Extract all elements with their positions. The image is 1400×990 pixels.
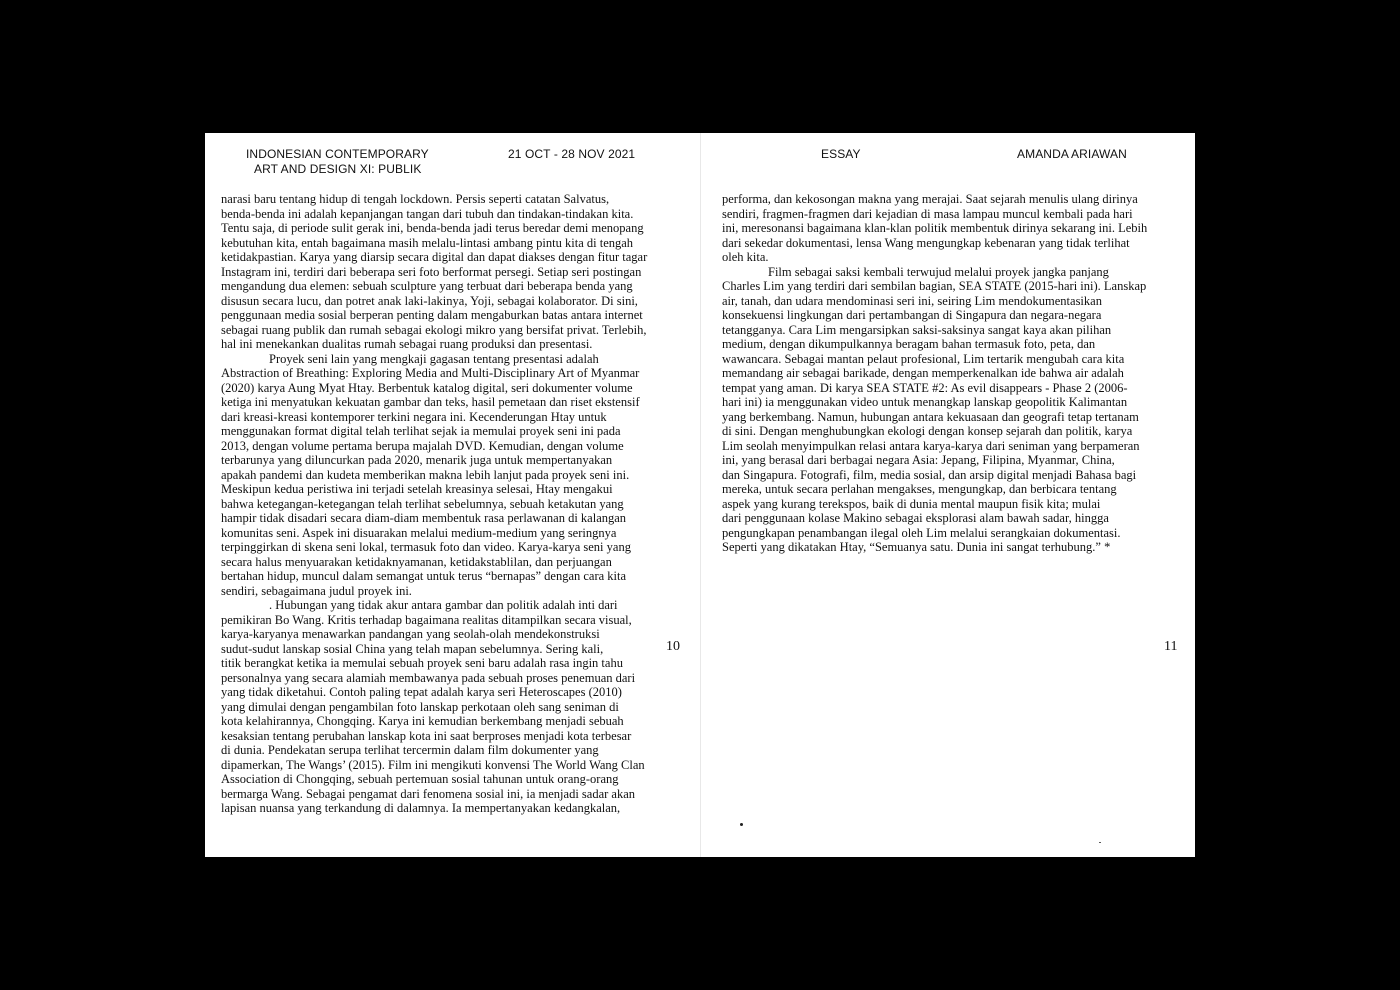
text-line: tempat yang aman. Di karya SEA STATE #2: As evil disappears - Phase 2 (2006- [722, 380, 1128, 395]
text-line: personalnya yang secara alamiah membawanya pada sebuah proses penemuan dari [221, 670, 636, 685]
text-line: Instagram ini, terdiri dari beberapa seri foto berformat persegi. Setiap seri postingan [221, 264, 642, 279]
text-line: oleh kita. [722, 250, 769, 264]
text-line: dari penggunaan kolase Makino sebagai eksplorasi alam bawah sadar, hingga [722, 511, 1109, 525]
text-line: yang dimulai dengan pengambilan foto lanskap perkotaan oleh sang seniman di [221, 699, 619, 714]
text-line: lapisan nuansa yang terkandung di dalamnya. Ia mempertanyakan kedangkalan, [221, 801, 621, 815]
text-line: ini, yang berasal dari berbagai negara Asia: Jepang, Filipina, Myanmar, China, [722, 453, 1115, 467]
text-line: terpinggirkan di skena seni lokal, termasuk foto dan video. Karya-karya seni yang [221, 540, 631, 554]
text-line: kebutuhan kita, entah bagaimana masih melalu-lintasi ambang pintu kita di tengah [221, 235, 634, 250]
text-line: komunitas seni. Aspek ini disuarakan melalui medium-medium yang seringnya [221, 525, 617, 540]
text-line: apakah pandemi dan kudeta memberikan makna lebih lanjut pada proyek seni ini. [221, 467, 630, 482]
text-line: pengungkapan penambangan ilegal oleh Lim melalui serangkaian dokumentasi. [722, 525, 1121, 540]
right-body-text [722, 192, 1172, 555]
text-line: air, tanah, dan udara mendominasi seri ini, seiring Lim mendokumentasikan [722, 293, 1102, 308]
text-line: sendiri, fragmen-fragmen dari kejadian di masa lampau muncul kembali pada hari [722, 206, 1133, 221]
section-label: ESSAY [821, 147, 861, 161]
magazine-spread [205, 133, 1195, 857]
text-line: pemikiran Bo Wang. Kritis terhadap bagaimana realitas ditampilkan secara visual, [221, 612, 632, 627]
text-line: Film sebagai saksi kembali terwujud melalui proyek jangka panjang [768, 264, 1109, 279]
text-line: di sini. Dengan menghubungkan ekologi dengan konsep sejarah dan politik, karya [722, 424, 1133, 438]
text-line: mengandung dua elemen: sebuah sculpture yang terbuat dari beberapa benda yang [221, 279, 633, 293]
text-line: kota kelahirannya, Chongqing. Karya ini kemudian berkembang menjadi sebuah [221, 714, 624, 728]
text-line: kesaksian tentang perubahan lanskap kota ini saat berproses menjadi kota terbesar [221, 728, 632, 743]
text-line: bermarga Wang. Sebagai pengamat dari fenomena sosial ini, ia menjadi sadar akan [221, 786, 636, 801]
text-line: mereka, untuk secara perlahan mengakses, mengungkap, dan berbicara tentang [722, 482, 1117, 496]
author-name: AMANDA ARIAWAN [1017, 147, 1127, 161]
text-line: medium, dengan dikumpulkannya beragam bahan termasuk foto, peta, dan [722, 337, 1096, 351]
text-line: disusun secara lucu, dan potret anak laki-lakinya, Yoji, sebagai kolaborator. Di sini, [221, 293, 638, 308]
page-number-left: 10 [666, 639, 680, 654]
text-line: aspek yang kurang terekspos, baik di dunia mental maupun fisik kita; mulai [722, 496, 1101, 511]
publication-title-line1: INDONESIAN CONTEMPORARY [246, 147, 429, 161]
text-line: wawancara. Sebagai mantan pelaut profesional, Lim tertarik mengubah cara kita [722, 351, 1125, 366]
text-line: Association di Chongqing, sebuah pertemuan sosial tahunan untuk orang-orang [221, 772, 619, 786]
text-line: Seperti yang dikatakan Htay, “Semuanya satu. Dunia ini sangat terhubung.” * [722, 540, 1111, 554]
text-line: narasi baru tentang hidup di tengah lockdown. Persis seperti catatan Salvatus, [221, 192, 610, 206]
text-line: terbarunya yang diluncurkan pada 2020, menarik juga untuk mempertanyakan [221, 453, 613, 467]
text-line: Meskipun kedua peristiwa ini terjadi setelah kreasinya selesai, Htay mengakui [221, 482, 613, 496]
text-line: sendiri, sebagaimana judul proyek ini. [221, 583, 412, 598]
print-speck [1099, 842, 1101, 843]
text-line: Abstraction of Breathing: Exploring Media and Multi-Disciplinary Art of Myanmar [221, 366, 640, 380]
text-line: performa, dan kekosongan makna yang merajai. Saat sejarah menulis ulang dirinya [722, 192, 1138, 206]
text-line: tetangganya. Cara Lim mengarsipkan saksi-saksinya sangat kaya akan pilihan [722, 322, 1112, 337]
text-line: bertahan hidup, muncul dalam semangat untuk terus “bernapas” dengan cara kita [221, 569, 627, 583]
text-line: bahwa ketegangan-ketegangan telah terlihat sebelumnya, sebuah ketakutan yang [221, 496, 624, 511]
text-line: yang tidak diketahui. Contoh paling tepat adalah karya seri Heteroscapes (2010) [221, 685, 622, 699]
text-line: dipamerkan, The Wangs’ (2015). Film ini mengikuti konvensi The World Wang Clan [221, 757, 645, 772]
text-line: titik berangkat ketika ia memulai sebuah proyek seni baru adalah rasa ingin tahu [221, 656, 623, 670]
text-line: konsekuensi lingkungan dari pertambangan di Singapura dan negara-negara [722, 308, 1102, 322]
text-line: sudut-sudut lanskap sosial China yang telah mapan sebelumnya. Sering kali, [221, 641, 604, 656]
text-line: di dunia. Pendekatan serupa terlihat tercermin dalam film dokumenter yang [221, 743, 599, 757]
text-line: dari kreasi-kreasi kontemporer terkini negara ini. Kecenderungan Htay untuk [221, 409, 607, 424]
publication-title-line2: ART AND DESIGN XI: PUBLIK [254, 162, 422, 176]
text-line: penggunaan media sosial berperan penting dalam mengaburkan batas antara internet [221, 308, 643, 322]
text-line: ketidakpastian. Karya yang diarsip secara digital dan dapat diakses dengan fitur tagar [221, 250, 648, 264]
text-line: sebagai ruang publik dan rumah sebagai ekologi mikro yang bersifat privat. Terlebih, [221, 322, 647, 337]
left-body-text [221, 192, 675, 816]
text-line: yang berkembang. Namun, hubungan antara kekuasaan dan geografi tetap tertanam [722, 409, 1139, 424]
exhibition-dates: 21 OCT - 28 NOV 2021 [508, 147, 636, 161]
text-line: dari sekedar dokumentasi, lensa Wang mengungkap kebenaran yang tidak terlihat [722, 235, 1130, 250]
text-line: hal ini menekankan dualitas rumah sebagai ruang produksi dan presentasi. [221, 337, 593, 351]
text-line: Tentu saja, di periode sulit gerak ini, benda-benda jadi terus beredar demi menopang [221, 221, 644, 235]
right-page [700, 133, 1195, 857]
page-number-right: 11 [1164, 639, 1178, 654]
print-speck [740, 823, 743, 826]
text-line: memandang air sebagai barikade, dengan memperkenalkan ide bahwa air adalah [722, 366, 1124, 380]
left-page [205, 133, 700, 857]
text-line: (2020) karya Aung Myat Htay. Berbentuk katalog digital, seri dokumenter volume [221, 380, 633, 395]
text-line: karya-karyanya menawarkan pandangan yang seolah-olah mendekonstruksi [221, 627, 600, 641]
text-line: Lim seolah menyimpulkan relasi antara karya-karya dari seniman yang berpameran [722, 438, 1140, 453]
text-line: Proyek seni lain yang mengkaji gagasan tentang presentasi adalah [269, 351, 599, 366]
text-line: menggunakan format digital telah terlihat sejak ia memulai proyek seni ini pada [221, 424, 621, 438]
text-line: benda-benda ini adalah kepanjangan tangan dari tubuh dan tindakan-tindakan kita. [221, 206, 634, 221]
text-line: ini, meresonansi bagaimana klan-klan politik membentuk dirinya sekarang ini. Lebih [722, 221, 1148, 235]
text-line: secara halus menyuarakan ketidaknyamanan, ketidakstablilan, dan perjuangan [221, 554, 612, 569]
text-line: 2013, dengan volume pertama berupa majalah DVD. Kemudian, dengan volume [221, 438, 624, 453]
text-line: ketiga ini menyatukan kekuatan gambar dan teks, hasil pemetaan dan riset ekstensif [221, 395, 640, 409]
text-line: dan Singapura. Fotografi, film, media sosial, dan arsip digital menjadi Bahasa bagi [722, 467, 1137, 482]
text-line: hari ini) ia menggunakan video untuk menangkap lanskap geopolitik Kalimantan [722, 395, 1128, 409]
text-line: Charles Lim yang terdiri dari sembilan bagian, SEA STATE (2015-hari ini). Lanskap [722, 279, 1147, 293]
text-line: . Hubungan yang tidak akur antara gambar dan politik adalah inti dari [269, 598, 618, 612]
text-line: hampir tidak disadari secara diam-diam membentuk rasa perlawanan di kalangan [221, 511, 627, 525]
